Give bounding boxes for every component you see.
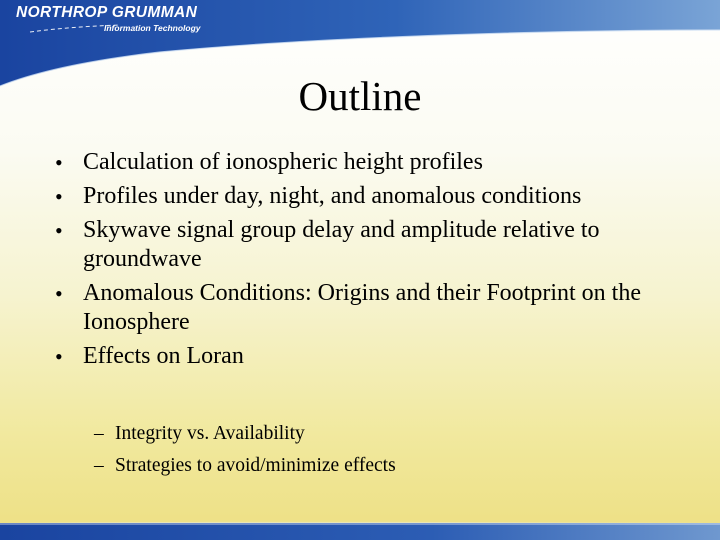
- bullet-dot-icon: •: [55, 184, 63, 209]
- sub-bullet-item: [94, 454, 694, 478]
- bullet-text: Calculation of ionospheric height profiles: [83, 149, 483, 175]
- bullet-dot-icon: •: [55, 344, 63, 369]
- sub-bullet-item: [94, 422, 694, 446]
- bullet-dot-icon: •: [55, 281, 63, 306]
- bullet-dot-icon: •: [55, 150, 63, 175]
- footer-band: [0, 510, 720, 540]
- bullet-item: [55, 182, 695, 211]
- bullet-item: [55, 342, 695, 371]
- company-logo-text: NORTHROP GRUMMAN: [16, 4, 198, 21]
- bullet-item: [55, 148, 695, 177]
- division-logo-text: Information Technology: [104, 23, 201, 33]
- dash-icon: –: [94, 455, 104, 476]
- dash-icon: –: [94, 423, 104, 444]
- bullet-item: [55, 279, 695, 337]
- bullet-text: Profiles under day, night, and anomalous conditions: [83, 183, 582, 209]
- bullet-text: Anomalous Conditions: Origins and their Footprint on the Ionosphere: [83, 280, 641, 335]
- bullet-item: [55, 216, 695, 274]
- sub-bullet-text: Integrity vs. Availability: [115, 423, 305, 444]
- bullet-text: Skywave signal group delay and amplitude relative to groundwave: [83, 217, 600, 272]
- slide-title: Outline: [298, 73, 422, 119]
- bullet-dot-icon: •: [55, 218, 63, 243]
- sub-bullet-list: [94, 422, 694, 486]
- bullet-text: Effects on Loran: [83, 343, 244, 369]
- bullet-list: [55, 148, 695, 376]
- sub-bullet-text: Strategies to avoid/minimize effects: [115, 455, 396, 476]
